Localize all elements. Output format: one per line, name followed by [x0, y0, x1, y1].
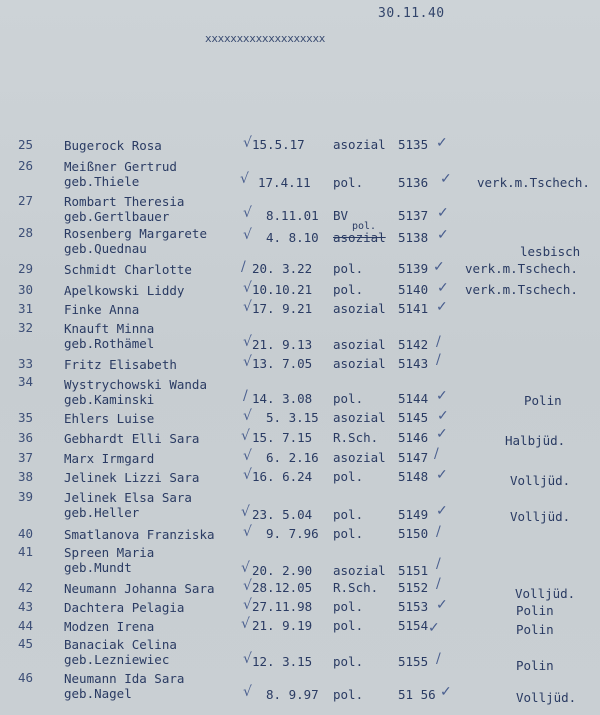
- check-mark-icon: ✓: [436, 503, 448, 519]
- prisoner-number: 5151: [398, 563, 429, 578]
- check-mark-icon: √: [241, 560, 250, 576]
- category: asozial: [333, 137, 386, 152]
- remark: Polin: [524, 393, 562, 408]
- prisoner-name: Knauft Minna: [64, 321, 155, 336]
- category: asozial: [333, 410, 386, 425]
- check-mark-icon: √: [243, 524, 252, 540]
- check-mark-icon: /: [436, 556, 441, 572]
- check-mark-icon: /: [434, 446, 439, 462]
- check-mark-icon: ✓: [436, 135, 448, 151]
- prisoner-name: Jelinek Elsa Sara: [64, 490, 192, 505]
- prisoner-number: 5154: [398, 618, 429, 633]
- row-number: 30: [18, 282, 34, 297]
- prisoner-number: 5148: [398, 469, 429, 484]
- row-number: 29: [18, 261, 34, 276]
- remark: Polin: [516, 658, 554, 673]
- prisoner-number: 5146: [398, 430, 429, 445]
- remark: Volljüd.: [510, 509, 571, 524]
- row-number: 35: [18, 410, 34, 425]
- category: asozial: [333, 356, 386, 371]
- birth-date: 13. 7.05: [252, 356, 313, 371]
- row-number: 34: [18, 374, 34, 389]
- category: pol.: [333, 282, 364, 297]
- birth-name: geb.Rothämel: [64, 336, 155, 351]
- row-number: 32: [18, 320, 34, 335]
- prisoner-name: Schmidt Charlotte: [64, 262, 192, 277]
- birth-name: geb.Mundt: [64, 560, 132, 575]
- prisoner-name: Gebhardt Elli Sara: [64, 431, 200, 446]
- prisoner-number: 5149: [398, 507, 429, 522]
- birth-date: 17.4.11: [258, 175, 311, 190]
- prisoner-number: 5143: [398, 356, 429, 371]
- prisoner-number: 5136: [398, 175, 429, 190]
- birth-date: 21. 9.19: [252, 618, 313, 633]
- check-mark-icon: √: [241, 616, 250, 632]
- prisoner-name: Bugerock Rosa: [64, 138, 162, 153]
- prisoner-name: Jelinek Lizzi Sara: [64, 470, 200, 485]
- row-number: 44: [18, 618, 34, 633]
- prisoner-name: Spreen Maria: [64, 545, 155, 560]
- check-mark-icon: √: [243, 578, 252, 594]
- check-mark-icon: √: [243, 651, 252, 667]
- row-number: 42: [18, 580, 34, 595]
- check-mark-icon: /: [243, 388, 248, 404]
- prisoner-number: 5138: [398, 230, 429, 245]
- check-mark-icon: /: [436, 352, 441, 368]
- prisoner-number: 51 56: [398, 687, 436, 702]
- category: pol.: [333, 391, 364, 406]
- check-mark-icon: ✓: [436, 597, 448, 613]
- check-mark-icon: ✓: [440, 171, 452, 187]
- prisoner-name: Meißner Gertrud: [64, 159, 177, 174]
- check-mark-icon: ✓: [436, 426, 448, 442]
- category: pol.: [333, 599, 364, 614]
- row-number: 37: [18, 450, 34, 465]
- prisoner-number: 5147: [398, 450, 429, 465]
- birth-date: 12. 3.15: [252, 654, 313, 669]
- check-mark-icon: ✓: [436, 388, 448, 404]
- remark: verk.m.Tschech.: [477, 175, 590, 190]
- check-mark-icon: ✓: [437, 205, 449, 221]
- row-number: 41: [18, 544, 34, 559]
- birth-date: 15.5.17: [252, 137, 305, 152]
- category: asozial: [333, 450, 386, 465]
- category: asozial: [333, 301, 386, 316]
- check-mark-icon: √: [243, 597, 252, 613]
- prisoner-number: 5140: [398, 282, 429, 297]
- row-number: 28: [18, 225, 34, 240]
- remark: Volljüd.: [515, 586, 576, 601]
- prisoner-number: 5137: [398, 208, 429, 223]
- row-number: 39: [18, 489, 34, 504]
- birth-name: geb.Nagel: [64, 686, 132, 701]
- birth-name: geb.Kaminski: [64, 392, 155, 407]
- prisoner-name: Ehlers Luise: [64, 411, 155, 426]
- remark: Polin: [516, 603, 554, 618]
- row-number: 26: [18, 158, 34, 173]
- check-mark-icon: √: [243, 205, 252, 221]
- check-mark-icon: /: [436, 524, 441, 540]
- row-number: 45: [18, 636, 34, 651]
- category: R.Sch.: [333, 580, 379, 595]
- check-mark-icon: ✓: [437, 280, 449, 296]
- prisoner-name: Wystrychowski Wanda: [64, 377, 207, 392]
- prisoner-name: Marx Irmgard: [64, 451, 155, 466]
- check-mark-icon: √: [243, 280, 252, 296]
- birth-date: 20. 2.90: [252, 563, 313, 578]
- birth-date: 21. 9.13: [252, 337, 313, 352]
- birth-name: geb.Gertlbauer: [64, 209, 170, 224]
- row-number: 33: [18, 356, 34, 371]
- check-mark-icon: √: [243, 448, 252, 464]
- birth-date: 4. 8.10: [266, 230, 319, 245]
- prisoner-name: Fritz Elisabeth: [64, 357, 177, 372]
- check-mark-icon: √: [241, 504, 250, 520]
- birth-date: 8. 9.97: [266, 687, 319, 702]
- check-mark-icon: ✓: [440, 684, 452, 700]
- birth-name: geb.Quednau: [64, 241, 147, 256]
- birth-date: 8.11.01: [266, 208, 319, 223]
- check-mark-icon: /: [241, 259, 246, 275]
- check-mark-icon: /: [436, 651, 441, 667]
- prisoner-number: 5144: [398, 391, 429, 406]
- check-mark-icon: √: [243, 684, 252, 700]
- category: pol.: [333, 526, 364, 541]
- birth-date: 14. 3.08: [252, 391, 313, 406]
- remark: Volljüd.: [516, 690, 577, 705]
- birth-date: 16. 6.24: [252, 469, 313, 484]
- prisoner-name: Apelkowski Liddy: [64, 283, 185, 298]
- remark: verk.m.Tschech.: [465, 282, 578, 297]
- prisoner-number: 5145: [398, 410, 429, 425]
- remark: verk.m.Tschech.: [465, 261, 578, 276]
- birth-date: 15. 7.15: [252, 430, 313, 445]
- check-mark-icon: ✓: [437, 408, 449, 424]
- birth-date: 20. 3.22: [252, 261, 313, 276]
- category: pol.: [333, 175, 364, 190]
- row-number: 36: [18, 430, 34, 445]
- prisoner-name: Dachtera Pelagia: [64, 600, 185, 615]
- row-number: 46: [18, 670, 34, 685]
- row-number: 43: [18, 599, 34, 614]
- birth-name: geb.Heller: [64, 505, 140, 520]
- remark: Volljüd.: [510, 473, 571, 488]
- category: BV: [333, 208, 349, 223]
- row-number: 25: [18, 137, 34, 152]
- row-number: 38: [18, 469, 34, 484]
- check-mark-icon: ✓: [436, 299, 448, 315]
- prisoner-number: 5152: [398, 580, 429, 595]
- check-mark-icon: √: [240, 171, 249, 187]
- row-number: 40: [18, 526, 34, 541]
- category: pol.: [333, 687, 364, 702]
- remark: Halbjüd.: [505, 433, 566, 448]
- birth-date: 17. 9.21: [252, 301, 313, 316]
- birth-date: 23. 5.04: [252, 507, 313, 522]
- check-mark-icon: √: [243, 408, 252, 424]
- prisoner-number: 5135: [398, 137, 429, 152]
- category: asozial: [333, 563, 386, 578]
- birth-name: geb.Lezniewiec: [64, 652, 170, 667]
- check-mark-icon: √: [243, 467, 252, 483]
- birth-date: 28.12.05: [252, 580, 313, 595]
- check-mark-icon: ✓: [433, 259, 445, 275]
- check-mark-icon: /: [436, 576, 441, 592]
- row-number: 27: [18, 193, 34, 208]
- birth-date: 9. 7.96: [266, 526, 319, 541]
- prisoner-name: Smatlanova Franziska: [64, 527, 215, 542]
- category: pol.: [333, 654, 364, 669]
- document-date: 30.11.40: [378, 6, 445, 21]
- check-mark-icon: √: [243, 299, 252, 315]
- check-mark-icon: √: [243, 227, 252, 243]
- prisoner-number: 5153: [398, 599, 429, 614]
- birth-date: 6. 2.16: [266, 450, 319, 465]
- category-struck: asozial: [333, 230, 386, 245]
- prisoner-number: 5142: [398, 337, 429, 352]
- prisoner-name: Neumann Johanna Sara: [64, 581, 215, 596]
- birth-date: 27.11.98: [252, 599, 313, 614]
- birth-name: geb.Thiele: [64, 174, 140, 189]
- check-mark-icon: √: [241, 428, 250, 444]
- prisoner-number: 5155: [398, 654, 429, 669]
- check-mark-icon: ✓: [437, 227, 449, 243]
- prisoner-name: Modzen Irena: [64, 619, 155, 634]
- category: pol.: [333, 618, 364, 633]
- remark: Polin: [516, 622, 554, 637]
- prisoner-number: 5150: [398, 526, 429, 541]
- check-mark-icon: √: [243, 354, 252, 370]
- birth-date: 10.10.21: [252, 282, 313, 297]
- category: R.Sch.: [333, 430, 379, 445]
- prisoner-name: Neumann Ida Sara: [64, 671, 185, 686]
- prisoner-name: Banaciak Celina: [64, 637, 177, 652]
- prisoner-number: 5139: [398, 261, 429, 276]
- prisoner-name: Finke Anna: [64, 302, 140, 317]
- check-mark-icon: √: [243, 135, 252, 151]
- category: pol.: [333, 469, 364, 484]
- check-mark-icon: /: [436, 334, 441, 350]
- check-mark-icon: ✓: [428, 620, 440, 636]
- prisoner-name: Rombart Theresia: [64, 194, 185, 209]
- check-mark-icon: ✓: [436, 467, 448, 483]
- category: pol.: [333, 261, 364, 276]
- prisoner-name: Rosenberg Margarete: [64, 226, 207, 241]
- category-insertion: pol.: [352, 221, 377, 232]
- check-mark-icon: √: [243, 334, 252, 350]
- prisoner-number: 5141: [398, 301, 429, 316]
- remark: lesbisch: [520, 244, 581, 259]
- birth-date: 5. 3.15: [266, 410, 319, 425]
- row-number: 31: [18, 301, 34, 316]
- category: pol.: [333, 507, 364, 522]
- separator-line: xxxxxxxxxxxxxxxxxxx: [205, 32, 326, 45]
- category: asozial: [333, 337, 386, 352]
